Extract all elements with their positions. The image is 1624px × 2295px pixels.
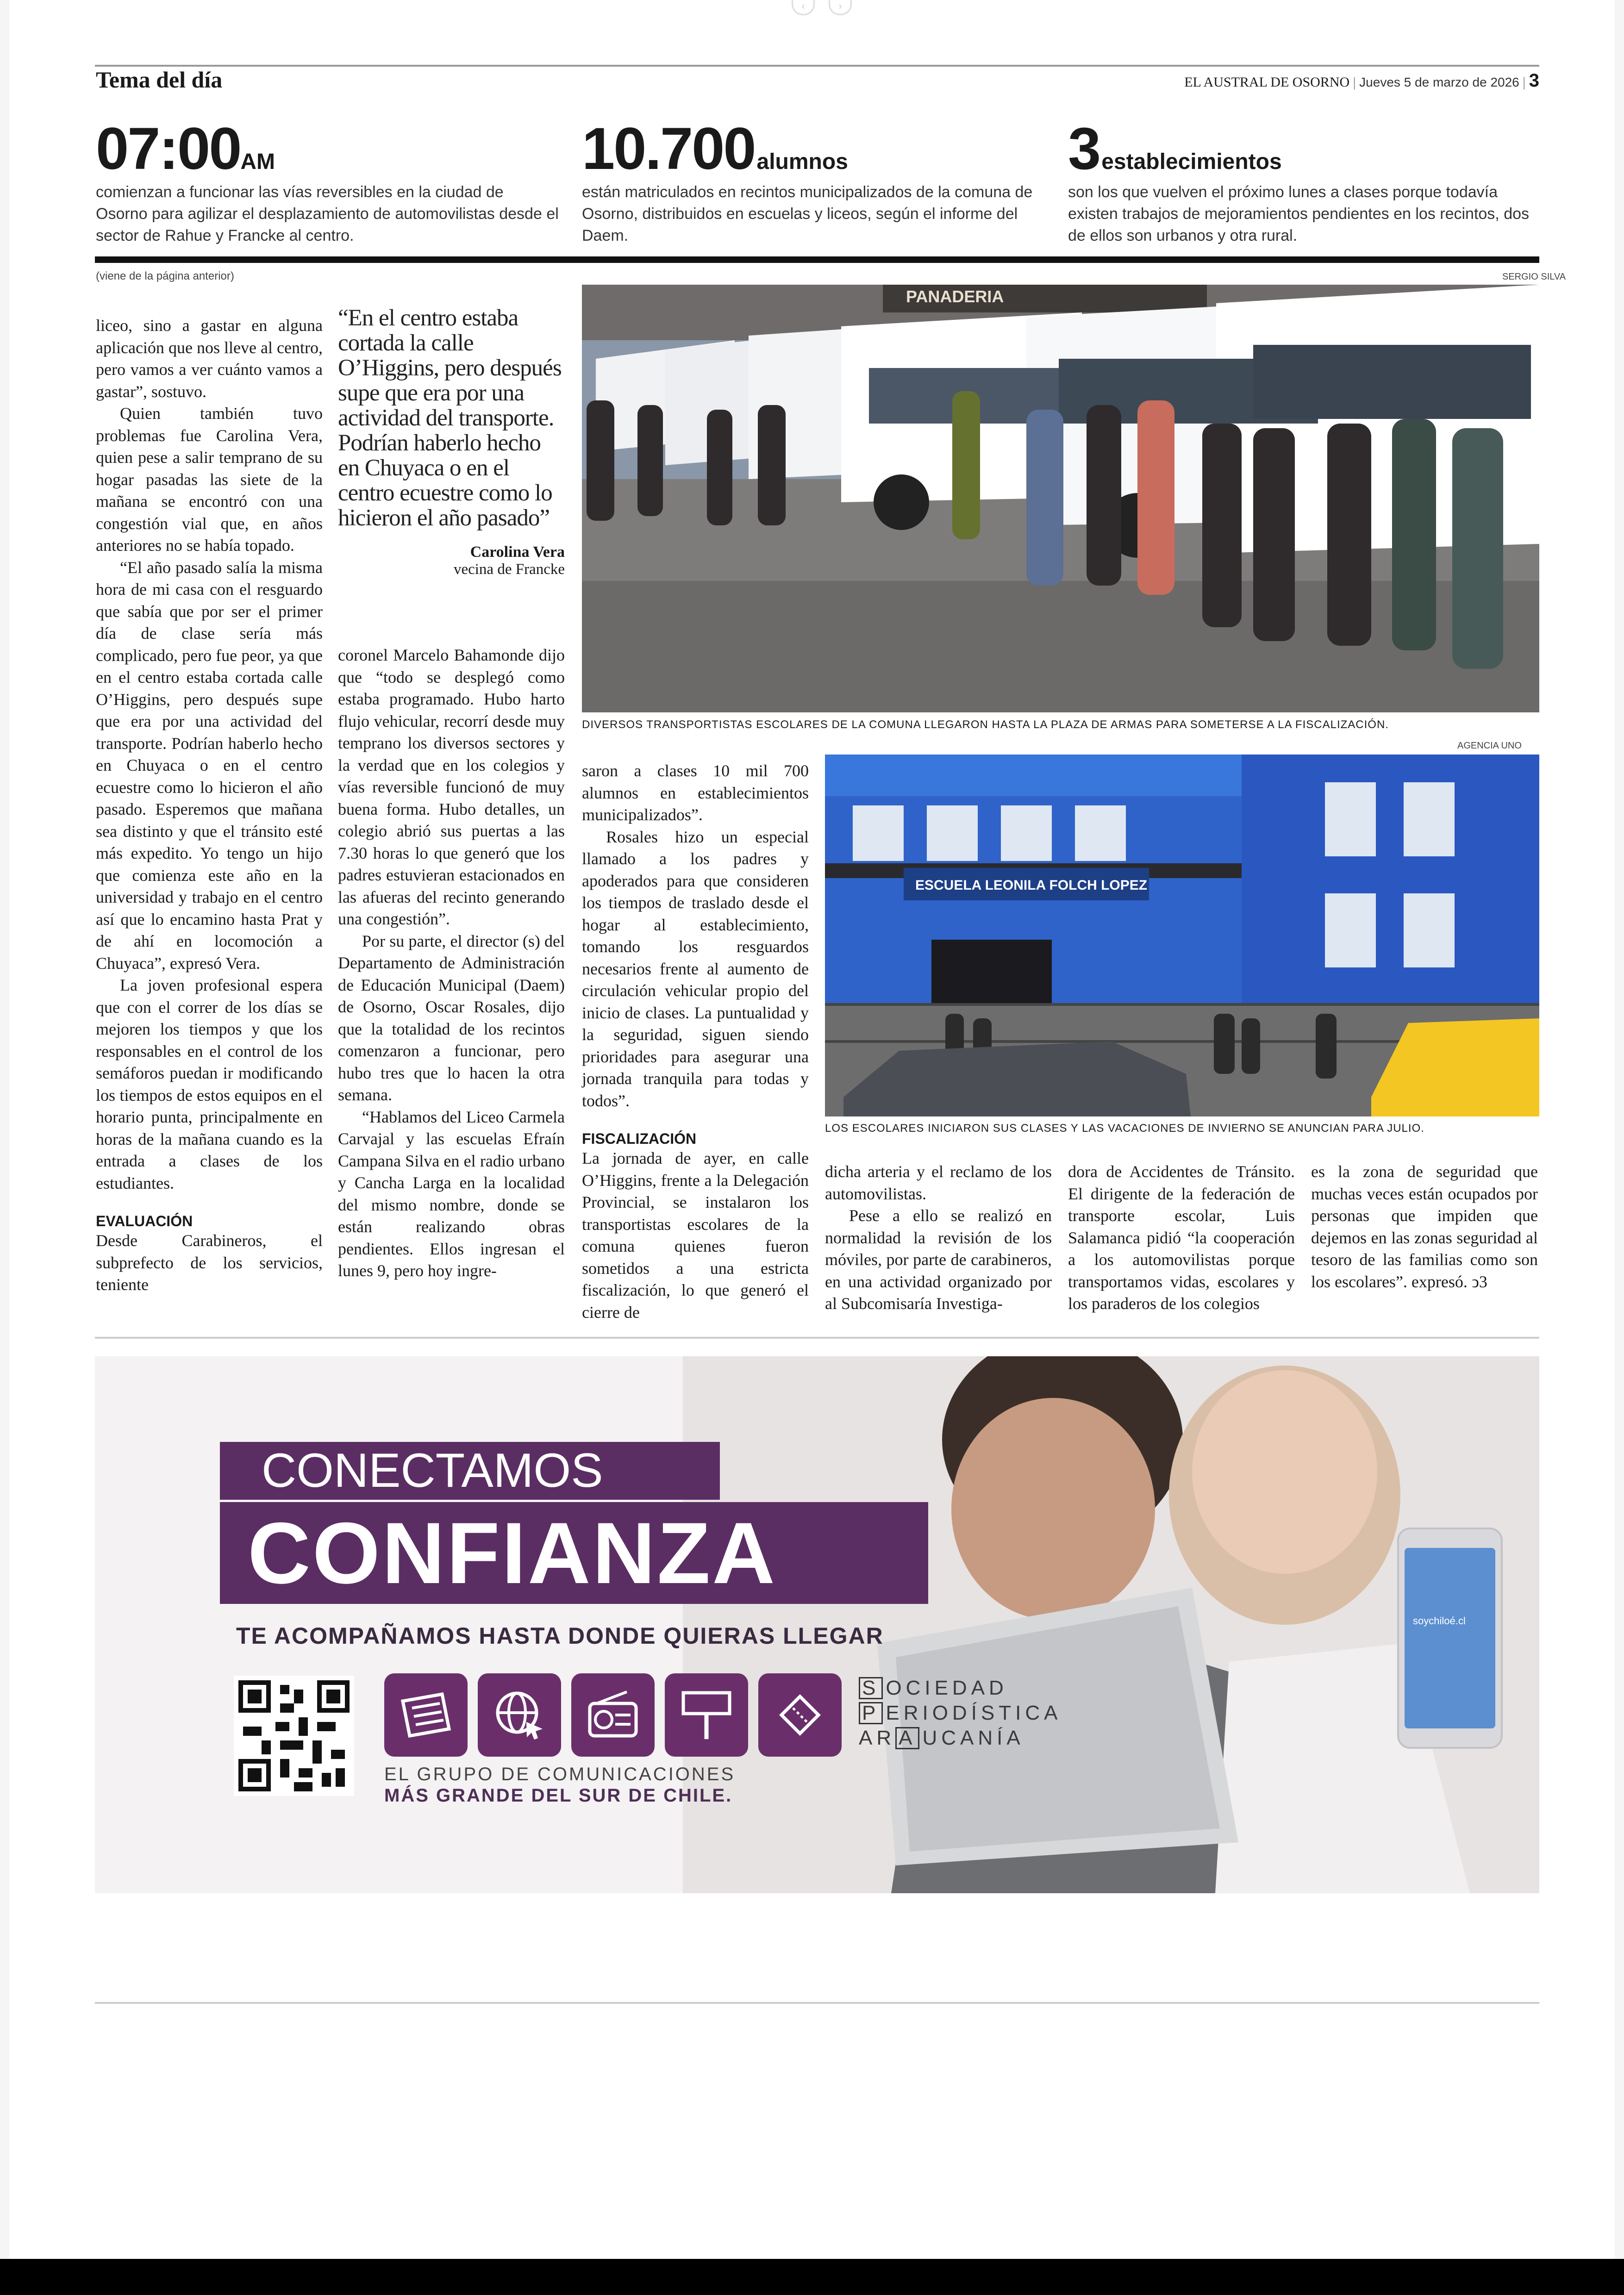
paragraph: La joven profesional espera que con el correr de los días se mejoren los tiempos y que los responsables en el control de los semáforos puedan ir modificando los tiempos de estos equipos en el horario punta, principalmente en horas de la mañana cuando es la entrada a clases de los estudiantes. xyxy=(96,976,323,1192)
stats-rule xyxy=(95,256,1539,263)
phone-screen xyxy=(1405,1548,1495,1728)
article-column-5 xyxy=(1068,1161,1295,1315)
prev-page-icon[interactable]: ‹ xyxy=(792,0,815,15)
ticket-icon xyxy=(758,1673,842,1757)
sign-icon xyxy=(665,1673,748,1757)
paragraph: La jornada de ayer, en calle O’Higgins, frente a la Delegación Provincial, se instalaron los transportistas escolares de la comuna quienes fueron sometidos a una estricta fiscalización, lo que generó el cierre de xyxy=(582,1149,809,1322)
article-column-3 xyxy=(582,760,809,1323)
ad-group-line-2: MÁS GRANDE DEL SUR DE CHILE. xyxy=(384,1785,733,1806)
stat-value: 10.700 xyxy=(582,116,755,182)
ad-headline-2: CONFIANZA xyxy=(220,1502,928,1604)
article-end-rule xyxy=(95,1337,1539,1339)
article-column-6 xyxy=(1311,1161,1538,1293)
article-column-2 xyxy=(338,644,565,1282)
photo-credit: SERGIO SILVA xyxy=(1502,272,1566,282)
paragraph: “Hablamos del Liceo Carmela Carvajal y las escuelas Efraín Campana Silva en el radio urbano y Cancha Larga en la localidad del mismo nombre, donde se están realizando obras pendientes. Ellos ingresan el lunes 9, pero hoy ingre- xyxy=(338,1107,565,1280)
paragraph: Quien también tuvo problemas fue Carolina Vera, quien pese a salir temprano de su hogar pasadas las siete de la mañana se encontró con una congestión vial que, en años anteriores no se había topado. xyxy=(96,404,323,555)
advertisement[interactable] xyxy=(95,1356,1539,1893)
quote-author-role: vecina de Francke xyxy=(453,561,565,578)
storefront-sign: PANADERIA xyxy=(906,287,1004,306)
header-rule xyxy=(95,65,1539,67)
pull-quote xyxy=(338,306,565,578)
web-icon xyxy=(478,1673,561,1757)
stat-unit: AM xyxy=(240,150,275,174)
paragraph: Pese a ello se realizó en normalidad la revisión de los móviles, por parte de carabineros, en una actividad organizado por al Subcomisaría Investiga- xyxy=(825,1206,1052,1313)
vans-illustration xyxy=(582,285,1539,712)
quote-author: Carolina Vera xyxy=(470,543,565,561)
ad-group-text xyxy=(384,1764,735,1806)
subhead: FISCALIZACIÓN xyxy=(582,1130,697,1147)
ad-media-icons xyxy=(384,1673,842,1757)
stat-text: están matriculados en recintos municipalizados de la comuna de Osorno, distribuidos en escuelas y liceos, según el informe del Daem. xyxy=(582,183,1033,244)
radio-icon xyxy=(571,1673,655,1757)
stat-value: 07:00 xyxy=(96,116,241,182)
paragraph: Rosales hizo un especial llamado a los padres y apoderados para que consideren los tiempos de traslado desde el hogar al establecimiento, tomando los resguardos necesarios frente al aumento de circulación vehicular propio del inicio de clases. La puntualidad y la seguridad, siguen siendo prioridades para asegurar una jornada tranquila para todas y todos”. xyxy=(582,827,809,1110)
phone-site-text: soychiloé.cl xyxy=(1413,1615,1466,1627)
paragraph: dora de Accidentes de Tránsito. El dirigente de la federación de transporte escolar, Luis Salamanca pidió “la cooperación a los automovilistas porque transportamos vidas, escolares y los paraderos de los colegios xyxy=(1068,1162,1295,1313)
stat-block xyxy=(1068,116,1531,247)
issue-date: Jueves 5 de marzo de 2026 xyxy=(1359,75,1519,89)
stat-block xyxy=(582,116,1045,247)
photo-school-vans xyxy=(582,285,1539,712)
photo-credit: AGENCIA UNO xyxy=(1457,741,1522,751)
ad-phone-mockup xyxy=(1397,1528,1503,1749)
bottom-rule xyxy=(95,2002,1539,2004)
newspaper-icon xyxy=(384,1673,468,1757)
paragraph: liceo, sino a gastar en alguna aplicación que nos lleve al centro, pero vamos a ver cuánto vamos a gastar”, sostuvo. xyxy=(96,316,323,401)
ad-tagline: TE ACOMPAÑAMOS HASTA DONDE QUIERAS LLEGAR xyxy=(236,1623,884,1649)
school-illustration xyxy=(825,755,1539,1116)
stat-block xyxy=(96,116,559,247)
ad-group-line-1: EL GRUPO DE COMUNICACIONES xyxy=(384,1764,736,1784)
paragraph: “El año pasado salía la misma hora de mi casa con el resguardo que sabía que por ser el primer día de clase sería más complicado, pero fue peor, ya que en el centro estaba cortada calle O’Higgins, pero después supe que era por una actividad del transporte. Podrían haberlo hecho en Chuyaca o en el centro ecuestre como lo hicieron el año pasado. Esperemos que mañana sea distinto y que el tránsito esté más expedito. Yo tengo un hijo que comienza este año en la universidad y trabajo en el centro así que lo encamino hasta Prat y de ahí en locomoción a Chuyaca”, expresó Vera. xyxy=(96,558,323,973)
stat-unit: establecimientos xyxy=(1101,150,1282,174)
ad-headline-1: CONECTAMOS xyxy=(220,1442,720,1500)
photo-school-building xyxy=(825,755,1539,1116)
paragraph: Por su parte, el director (s) del Departamento de Administración de Educación Municipal (Daem) de Osorno, Oscar Rosales, dijo que la totalidad de los recintos comenzaron a funcionar, pero hubo tres que lo hacen la otra semana. xyxy=(338,931,565,1104)
section-title: Tema del día xyxy=(96,67,223,93)
page-nav xyxy=(792,0,852,15)
stat-text: son los que vuelven el próximo lunes a clases porque todavía existen trabajos de mejoramientos pendientes en los recintos, dos de ellos son urbanos y otra rural. xyxy=(1068,183,1530,244)
stat-unit: alumnos xyxy=(756,150,848,174)
continued-note: (viene de la página anterior) xyxy=(96,270,234,282)
photo-caption: DIVERSOS TRANSPORTISTAS ESCOLARES DE LA COMUNA LLEGARON HASTA LA PLAZA DE ARMAS PARA SOMETERSE A LA FISCALIZACIÓN. xyxy=(582,718,1389,731)
article-column-1 xyxy=(96,315,323,1296)
paragraph xyxy=(1311,1161,1538,1293)
spa-logo: S OCIEDAD P ERIODÍSTICA AR A UCANÍA xyxy=(859,1677,1062,1749)
subhead: EVALUACIÓN xyxy=(96,1213,193,1229)
paragraph: dicha arteria y el reclamo de los automovilistas. xyxy=(825,1162,1052,1203)
photo-caption: LOS ESCOLARES INICIARON SUS CLASES Y LAS VACACIONES DE INVIERNO SE ANUNCIAN PARA JULIO. xyxy=(825,1122,1424,1135)
newspaper-name: EL AUSTRAL DE OSORNO xyxy=(1184,75,1350,90)
newspaper-page xyxy=(9,0,1615,2259)
next-page-icon[interactable]: › xyxy=(829,0,852,15)
qr-code-icon[interactable] xyxy=(234,1676,354,1796)
paragraph: saron a clases 10 mil 700 alumnos en establecimientos municipalizados”. xyxy=(582,761,809,824)
masthead: EL AUSTRAL DE OSORNO | Jueves 5 de marzo de 2026 | 3 xyxy=(1184,70,1539,91)
paragraph-text: es la zona de seguridad que muchas veces están ocupados por personas que impiden que dejemos en las zonas seguridad al tesoro de las familias como son los escolares”. expresó. xyxy=(1311,1162,1538,1291)
paragraph: coronel Marcelo Bahamonde dijo que “todo se desplegó como estaba programado. Hubo harto flujo vehicular, recorrí desde muy temprano los diversos sectores y la verdad que en los colegios y vías reversible funcionó de muy buena forma. Hubo detalles, un colegio abrió sus puertas a las 7.30 horas lo que generó que los padres estuvieran estacionados en las afueras del recinto generando una congestión”. xyxy=(338,646,565,928)
quote-text: “En el centro estaba cortada la calle O’Higgins, pero después supe que era por una actividad del transporte. Podrían haberlo hecho en Chuyaca o en el centro ecuestre como lo hicieron el año pasado” xyxy=(338,305,562,531)
stat-value: 3 xyxy=(1068,116,1100,182)
paragraph: Desde Carabineros, el subprefecto de los servicios, teniente xyxy=(96,1231,323,1294)
page-number: 3 xyxy=(1529,70,1539,91)
school-sign: ESCUELA LEONILA FOLCH LOPEZ xyxy=(915,878,1148,893)
article-column-4 xyxy=(825,1161,1052,1315)
stat-text: comienzan a funcionar las vías reversibles en la ciudad de Osorno para agilizar el desplazamiento de automovilistas desde el sector de Rahue y Francke al centro. xyxy=(96,183,559,244)
viewer-bottom-bar xyxy=(0,2259,1624,2295)
end-mark: ↄ3 xyxy=(1471,1272,1487,1291)
